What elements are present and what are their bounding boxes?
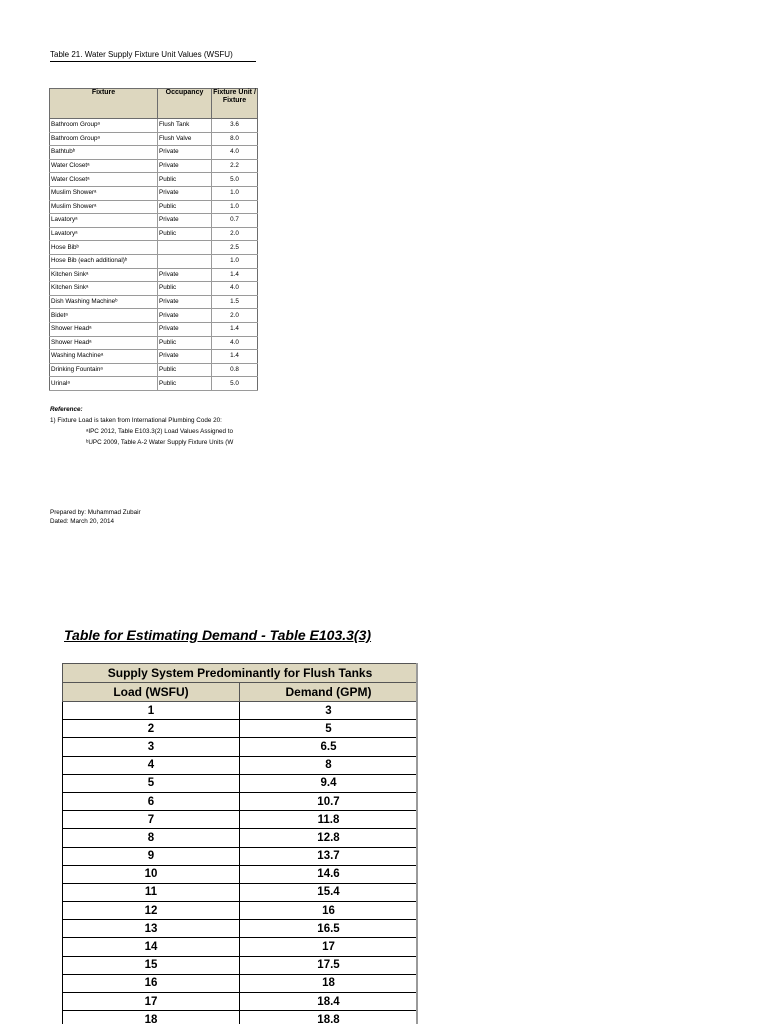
occupancy-cell: Private: [158, 322, 212, 336]
demand-group-header: Supply System Predominantly for Flush Tanks: [63, 664, 418, 683]
load-cell: 4: [63, 756, 240, 774]
load-cell: 11: [63, 883, 240, 901]
demand-cell: 15.4: [240, 883, 418, 901]
occupancy-cell: Private: [158, 214, 212, 228]
fixture-unit-cell: 1.0: [212, 186, 258, 200]
demand-cell: 10.7: [240, 792, 418, 810]
demand-cell: 14.6: [240, 865, 418, 883]
fixture-unit-cell: 4.0: [212, 282, 258, 296]
reference-line: ᵇUPC 2009, Table A-2 Water Supply Fixture Units (W: [86, 439, 234, 446]
occupancy-cell: Public: [158, 363, 212, 377]
occupancy-cell: Public: [158, 282, 212, 296]
header-demand: Demand (GPM): [240, 683, 418, 702]
load-cell: 16: [63, 974, 240, 992]
occupancy-cell: Public: [158, 227, 212, 241]
demand-table-title: Table for Estimating Demand - Table E103.3(3): [64, 627, 372, 643]
demand-cell: 16.5: [240, 920, 418, 938]
table-row: [50, 377, 258, 391]
table-row: [63, 974, 418, 992]
table-row: [63, 847, 418, 865]
table-row: [63, 756, 418, 774]
table-row: [50, 268, 258, 282]
demand-table: [62, 663, 418, 1024]
fixture-cell: Lavatoryᵃ: [50, 214, 158, 228]
fixture-unit-cell: 1.4: [212, 322, 258, 336]
load-cell: 6: [63, 792, 240, 810]
fixture-unit-cell: 2.0: [212, 227, 258, 241]
demand-cell: 17: [240, 938, 418, 956]
demand-table-body: [63, 702, 418, 1024]
table-row: [50, 214, 258, 228]
table-row: [50, 309, 258, 323]
load-cell: 12: [63, 902, 240, 920]
table-row: [50, 336, 258, 350]
table-row: [63, 792, 418, 810]
table-row: [50, 186, 258, 200]
fixture-unit-cell: 1.0: [212, 254, 258, 268]
fixture-unit-cell: 4.0: [212, 336, 258, 350]
fixture-cell: Bathroom Groupᵃ: [50, 119, 158, 133]
table-row: [63, 774, 418, 792]
fixture-unit-cell: 0.8: [212, 363, 258, 377]
table-row: [50, 173, 258, 187]
demand-cell: 6.5: [240, 738, 418, 756]
table-row: [63, 738, 418, 756]
occupancy-cell: Private: [158, 350, 212, 364]
table-row: [63, 938, 418, 956]
reference-block: [50, 404, 256, 448]
table-row: [50, 132, 258, 146]
fixture-unit-cell: 2.2: [212, 159, 258, 173]
demand-cell: 8: [240, 756, 418, 774]
wsfu-table: [49, 88, 258, 391]
table-row: [50, 159, 258, 173]
table-row: [50, 200, 258, 214]
demand-cell: 16: [240, 902, 418, 920]
demand-cell: 9.4: [240, 774, 418, 792]
header-fixture-unit: Fixture Unit / Fixture: [212, 89, 258, 119]
demand-cell: 3: [240, 702, 418, 720]
fixture-unit-cell: 5.0: [212, 173, 258, 187]
fixture-cell: Water Closetᵃ: [50, 159, 158, 173]
table-row: [63, 902, 418, 920]
prepared-date: Dated: March 20, 2014: [50, 518, 115, 524]
demand-cell: 11.8: [240, 811, 418, 829]
load-cell: 10: [63, 865, 240, 883]
table-row: [63, 865, 418, 883]
occupancy-cell: Public: [158, 336, 212, 350]
fixture-unit-cell: 2.5: [212, 241, 258, 255]
load-cell: 13: [63, 920, 240, 938]
demand-cell: 5: [240, 720, 418, 738]
table-row: [50, 241, 258, 255]
demand-cell: 12.8: [240, 829, 418, 847]
table-row: [50, 322, 258, 336]
prepared-block: [50, 508, 260, 524]
fixture-unit-cell: 4.0: [212, 146, 258, 160]
table-row: [63, 993, 418, 1011]
load-cell: 9: [63, 847, 240, 865]
header-occupancy: Occupancy: [158, 89, 212, 119]
reference-heading: Reference:: [50, 406, 83, 413]
occupancy-cell: Public: [158, 377, 212, 391]
fixture-cell: Hose Bibᵇ: [50, 241, 158, 255]
fixture-cell: Bidetᵃ: [50, 309, 158, 323]
table-row: [50, 350, 258, 364]
occupancy-cell: Public: [158, 200, 212, 214]
fixture-cell: Dish Washing Machineᵇ: [50, 295, 158, 309]
occupancy-cell: Public: [158, 173, 212, 187]
load-cell: 15: [63, 956, 240, 974]
fixture-unit-cell: 5.0: [212, 377, 258, 391]
table-row: [50, 227, 258, 241]
fixture-cell: Shower Headᵃ: [50, 322, 158, 336]
fixture-cell: Washing Machineᵃ: [50, 350, 158, 364]
table-row: [63, 811, 418, 829]
occupancy-cell: Flush Tank: [158, 119, 212, 133]
fixture-cell: Muslim Showerᵃ: [50, 200, 158, 214]
occupancy-cell: Private: [158, 268, 212, 282]
reference-line: ᵃIPC 2012, Table E103.3(2) Load Values Assigned to: [86, 428, 234, 435]
table-row: [50, 295, 258, 309]
fixture-cell: Bathtubᵇ: [50, 146, 158, 160]
occupancy-cell: Private: [158, 146, 212, 160]
load-cell: 14: [63, 938, 240, 956]
load-cell: 8: [63, 829, 240, 847]
fixture-unit-cell: 0.7: [212, 214, 258, 228]
header-fixture: Fixture: [50, 89, 158, 119]
fixture-cell: Shower Headᵃ: [50, 336, 158, 350]
demand-cell: 18.4: [240, 993, 418, 1011]
table-row: [50, 363, 258, 377]
table-row: [63, 956, 418, 974]
reference-line: 1) Fixture Load is taken from International Plumbing Code 20:: [50, 417, 222, 424]
fixture-cell: Drinking Fountainᵃ: [50, 363, 158, 377]
fixture-unit-cell: 1.4: [212, 268, 258, 282]
table-row: [50, 282, 258, 296]
demand-cell: 18: [240, 974, 418, 992]
occupancy-cell: [158, 241, 212, 255]
table-row: [63, 920, 418, 938]
fixture-unit-cell: 8.0: [212, 132, 258, 146]
fixture-unit-cell: 1.0: [212, 200, 258, 214]
fixture-cell: Water Closetᵃ: [50, 173, 158, 187]
occupancy-cell: Flush Valve: [158, 132, 212, 146]
table-row: [50, 254, 258, 268]
load-cell: 2: [63, 720, 240, 738]
occupancy-cell: [158, 254, 212, 268]
demand-cell: 17.5: [240, 956, 418, 974]
load-cell: 7: [63, 811, 240, 829]
table-21-title: Table 21. Water Supply Fixture Unit Values (WSFU): [50, 50, 256, 62]
prepared-by: Prepared by: Muhammad Zubair: [50, 509, 141, 516]
table-row: [63, 1011, 418, 1024]
fixture-cell: Kitchen Sinkᵃ: [50, 268, 158, 282]
table-row: [63, 702, 418, 720]
load-cell: 18: [63, 1011, 240, 1024]
occupancy-cell: Private: [158, 295, 212, 309]
load-cell: 1: [63, 702, 240, 720]
demand-cell: 13.7: [240, 847, 418, 865]
fixture-cell: Muslim Showerᵃ: [50, 186, 158, 200]
demand-cell: 18.8: [240, 1011, 418, 1024]
load-cell: 17: [63, 993, 240, 1011]
fixture-cell: Urinalᵃ: [50, 377, 158, 391]
wsfu-table-body: [50, 119, 258, 391]
occupancy-cell: Private: [158, 186, 212, 200]
fixture-unit-cell: 3.6: [212, 119, 258, 133]
table-row: [50, 119, 258, 133]
load-cell: 3: [63, 738, 240, 756]
fixture-unit-cell: 1.5: [212, 295, 258, 309]
fixture-cell: Bathroom Groupᵃ: [50, 132, 158, 146]
fixture-cell: Kitchen Sinkᵃ: [50, 282, 158, 296]
fixture-unit-cell: 1.4: [212, 350, 258, 364]
header-load: Load (WSFU): [63, 683, 240, 702]
occupancy-cell: Private: [158, 159, 212, 173]
table-row: [63, 883, 418, 901]
table-row: [63, 720, 418, 738]
demand-table-container: [62, 663, 418, 1024]
load-cell: 5: [63, 774, 240, 792]
table-row: [63, 829, 418, 847]
occupancy-cell: Private: [158, 309, 212, 323]
fixture-cell: Hose Bib (each additional)ᵇ: [50, 254, 158, 268]
fixture-cell: Lavatoryᵃ: [50, 227, 158, 241]
fixture-unit-cell: 2.0: [212, 309, 258, 323]
table-row: [50, 146, 258, 160]
